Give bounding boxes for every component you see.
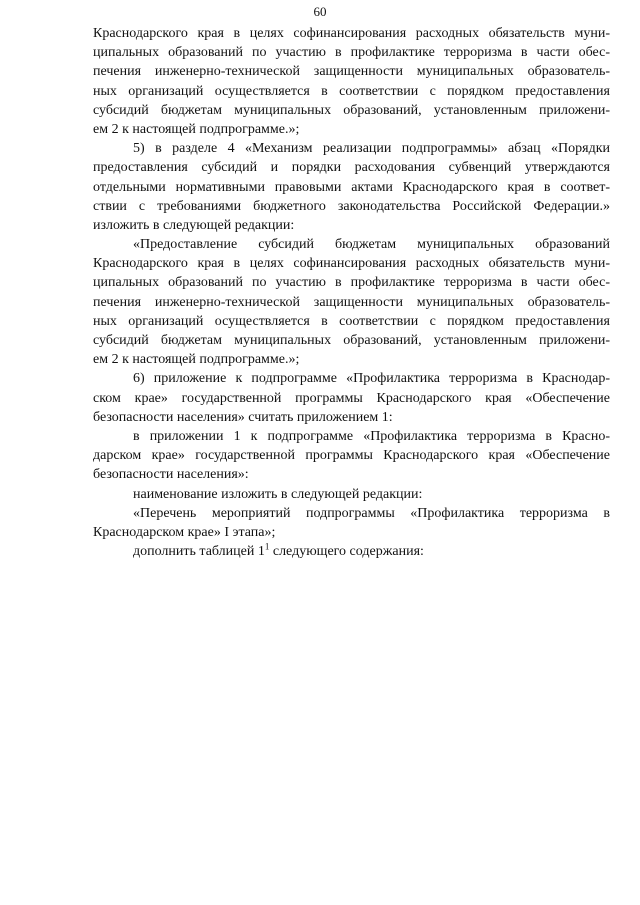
text-line	[93, 446, 610, 465]
text-line-tail: следующего содержания:	[269, 544, 424, 560]
text-line	[93, 43, 610, 62]
text-line-content: ем 2 к настоящей подпрограмме.»;	[93, 121, 300, 137]
text-line	[93, 369, 610, 388]
text-line	[93, 254, 610, 273]
superscript: 1	[264, 541, 270, 552]
text-line	[93, 62, 610, 81]
text-line	[93, 273, 610, 292]
text-line-content: ципальных образований по участию в профилактике терроризма в части обес-	[93, 45, 610, 61]
text-line	[93, 158, 610, 177]
text-line-content: Краснодарского края в целях софинансирования расходных обязательств муни-	[93, 256, 610, 272]
text-line-content: отдельными нормативными правовыми актами Краснодарского края в соответ-	[93, 179, 610, 195]
text-line-content: ствии с требованиями бюджетного законодательства Российской Федерации.»	[93, 198, 610, 214]
text-line-content: изложить в следующей редакции:	[93, 217, 295, 233]
text-line	[93, 485, 610, 504]
text-line	[93, 504, 610, 523]
text-line-content: субсидий бюджетам муниципальных образований, установленным приложени-	[93, 102, 610, 118]
text-line	[93, 408, 610, 427]
text-line-content: ципальных образований по участию в профилактике терроризма в части обес-	[93, 275, 610, 291]
text-line	[93, 293, 610, 312]
text-line-content: дарском крае» государственной программы Краснодарского края «Обеспечение	[93, 448, 610, 464]
text-line-content: наименование изложить в следующей редакции:	[133, 486, 423, 502]
text-line-content: безопасности населения» считать приложением 1:	[93, 409, 393, 425]
text-line-content: безопасности населения»:	[93, 467, 249, 483]
text-line-content: ных организаций осуществляется в соответствии с порядком предоставления	[93, 313, 610, 329]
text-line-content: ных организаций осуществляется в соответствии с порядком предоставления	[93, 83, 610, 99]
text-line-content: дополнить таблицей 1	[133, 544, 265, 560]
text-line	[93, 139, 610, 158]
text-line	[93, 350, 610, 369]
text-line	[93, 465, 610, 484]
text-line-content: печения инженерно-технической защищенности муниципальных образователь-	[93, 64, 610, 80]
text-line-content: 5) в разделе 4 «Механизм реализации подпрограммы» абзац «Порядки	[133, 141, 610, 157]
text-line	[93, 235, 610, 254]
text-line-content: «Перечень мероприятий подпрограммы «Профилактика терроризма в	[133, 505, 610, 521]
text-line	[93, 216, 610, 235]
text-line-content: ском крае» государственной программы Краснодарского края «Обеспечение	[93, 390, 610, 406]
text-line	[93, 101, 610, 120]
text-line-content: печения инженерно-технической защищенности муниципальных образователь-	[93, 294, 610, 310]
text-line	[93, 523, 610, 542]
text-line	[93, 197, 610, 216]
text-line-content: ем 2 к настоящей подпрограмме.»;	[93, 352, 300, 368]
document-body	[93, 24, 610, 561]
text-line	[93, 312, 610, 331]
text-line	[93, 331, 610, 350]
text-line-content: 6) приложение к подпрограмме «Профилактика терроризма в Краснодар-	[133, 371, 610, 387]
page-number: 60	[313, 4, 327, 19]
text-line-content: субсидий бюджетам муниципальных образований, установленным приложени-	[93, 333, 610, 348]
text-line-content: в приложении 1 к подпрограмме «Профилактика терроризма в Красно-	[133, 428, 610, 444]
text-line-content: «Предоставление субсидий бюджетам муниципальных образований	[133, 237, 610, 253]
text-line-content: предоставления субсидий и порядки расходования субвенций утверждаются	[93, 160, 610, 176]
text-line-content: Краснодарского края в целях софинансирования расходных обязательств муни-	[93, 26, 610, 41]
text-line	[93, 178, 610, 197]
text-line	[93, 427, 610, 446]
text-line	[93, 542, 610, 561]
text-line-content: Краснодарском крае» I этапа»;	[93, 524, 276, 540]
text-line	[93, 82, 610, 101]
text-line	[93, 24, 610, 43]
text-line	[93, 389, 610, 408]
text-line	[93, 120, 610, 139]
